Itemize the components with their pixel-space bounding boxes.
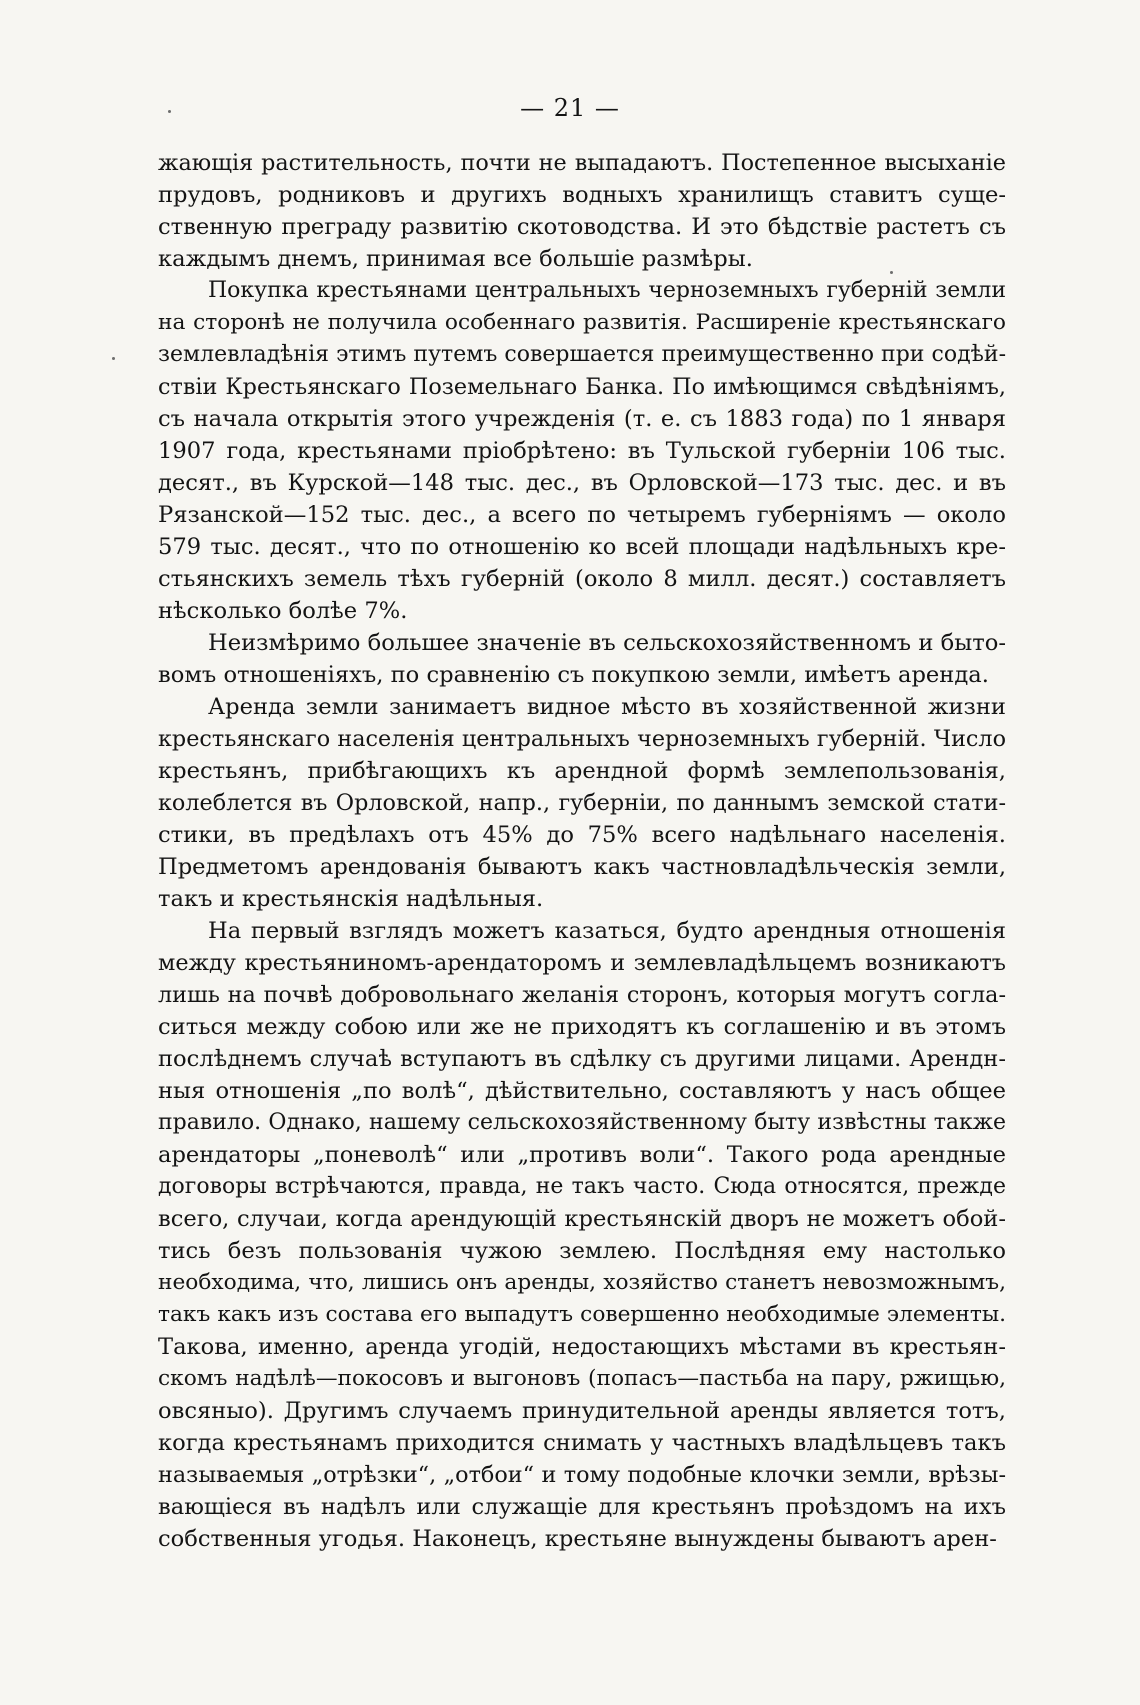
text-line: Покупка крестьянами центральныхъ черноземныхъ губерній земли [208, 278, 1006, 303]
text-line: стики, въ предѣлахъ отъ 45% до 75% всего надѣльнаго населенія. [158, 822, 1006, 848]
text-line: Такова, именно, аренда угодій, недостающихъ мѣстами въ крестьян- [158, 1334, 1006, 1360]
text-line: жающія растительность, почти не выпадаютъ. Постепенное высыханіе [158, 150, 1006, 176]
text-line: когда крестьянамъ приходится снимать у частныхъ владѣльцевъ такъ [158, 1430, 1006, 1456]
text-line: вающіеся въ надѣлъ или служащіе для крестьянъ проѣздомъ на ихъ [158, 1494, 1006, 1520]
body-text [158, 147, 1006, 1555]
text-line: крестьянскаго населенія центральныхъ черноземныхъ губерній. Число [158, 726, 1006, 752]
text-line: скомъ надѣлѣ—покосовъ и выгоновъ (попасъ—пастьба на пару, ржищью, [158, 1366, 1006, 1391]
text-line: 1907 года, крестьянами пріобрѣтено: въ Тульской губерніи 106 тыс. [158, 438, 1006, 464]
text-line: такъ и крестьянскія надѣльныя. [158, 886, 544, 912]
text-line: Рязанской—152 тыс. дес., а всего по четыремъ губерніямъ — около [158, 502, 1006, 528]
text-line: прудовъ, родниковъ и другихъ водныхъ хранилищъ ставитъ суще- [158, 182, 1006, 208]
text-line: землевладѣнія этимъ путемъ совершается преимущественно при содѣй- [158, 342, 1006, 367]
text-line: Предметомъ арендованія бываютъ какъ частновладѣльческія земли, [158, 854, 1006, 880]
text-line: договоры встрѣчаются, правда, не такъ часто. Сюда относятся, прежде [158, 1174, 1006, 1199]
paragraph [158, 691, 1006, 915]
text-line: ситься между собою или же не приходятъ къ соглашенію и въ этомъ [158, 1014, 1006, 1040]
paragraph [158, 627, 1006, 691]
text-line: 579 тыс. десят., что по отношенію ко всей площади надѣльныхъ кре- [158, 534, 1006, 560]
text-line: нѣсколько болѣе 7%. [158, 598, 408, 624]
text-line: лишь на почвѣ добровольнаго желанія сторонъ, которыя могутъ согла- [158, 982, 1006, 1008]
text-line: называемыя „отрѣзки“, „отбои“ и тому подобные клочки земли, врѣзы- [158, 1462, 1006, 1488]
paragraph [158, 915, 1006, 1555]
text-line: собственныя угодья. Наконецъ, крестьяне вынуждены бываютъ арен- [158, 1526, 997, 1552]
text-line: тись безъ пользованія чужою землею. Послѣдняя ему настолько [158, 1238, 1006, 1264]
text-line: необходима, что, лишись онъ аренды, хозяйство станетъ невозможнымъ, [158, 1270, 1006, 1295]
text-line: ныя отношенія „по волѣ“, дѣйствительно, составляютъ у насъ общее [158, 1078, 1006, 1104]
text-line: ственную преграду развитію скотоводства. И это бѣдствіе растетъ съ [158, 214, 1006, 240]
text-line: такъ какъ изъ состава его выпадутъ совершенно необходимые элементы. [158, 1302, 1006, 1327]
text-line: между крестьяниномъ-арендаторомъ и землевладѣльцемъ возникаютъ [158, 950, 1006, 976]
text-line: на сторонѣ не получила особеннаго развитія. Расширеніе крестьянскаго [158, 310, 1006, 335]
text-line: Аренда земли занимаетъ видное мѣсто въ хозяйственной жизни [208, 694, 1006, 720]
page-number: — 21 — [520, 94, 620, 122]
text-line: вомъ отношеніяхъ, по сравненію съ покупкою земли, имѣетъ аренда. [158, 662, 989, 688]
paragraph [158, 275, 1006, 627]
text-line: каждымъ днемъ, принимая все большіе размѣры. [158, 246, 753, 272]
text-line: На первый взглядъ можетъ казаться, будто арендныя отношенія [208, 918, 1006, 944]
text-line: десят., въ Курской—148 тыс. дес., въ Орловской—173 тыс. дес. и въ [158, 470, 1006, 496]
text-line: правило. Однако, нашему сельскохозяйственному быту извѣстны также [158, 1110, 1006, 1135]
text-line: ствіи Крестьянскаго Поземельнаго Банка. По имѣющимся свѣдѣніямъ, [158, 374, 1006, 400]
text-line: крестьянъ, прибѣгающихъ къ арендной формѣ землепользованія, [158, 758, 1006, 784]
text-line: арендаторы „поневолѣ“ или „противъ воли“. Такого рода арендные [158, 1142, 1006, 1168]
text-line: колеблется въ Орловской, напр., губерніи, по даннымъ земской стати- [158, 790, 1006, 816]
scan-speck [112, 357, 115, 360]
text-line: послѣднемъ случаѣ вступаютъ въ сдѣлку съ другими лицами. Арендн- [158, 1046, 1006, 1072]
text-line: Неизмѣримо большее значеніе въ сельскохозяйственномъ и быто- [208, 630, 1006, 656]
paragraph [158, 147, 1006, 275]
text-line: овсяныо). Другимъ случаемъ принудительной аренды является тотъ, [158, 1398, 1006, 1424]
text-line: стьянскихъ земель тѣхъ губерній (около 8 милл. десят.) составляетъ [158, 566, 1006, 592]
text-line: съ начала открытія этого учрежденія (т. е. съ 1883 года) по 1 января [158, 406, 1006, 432]
text-line: всего, случаи, когда арендующій крестьянскій дворъ не можетъ обой- [158, 1206, 1006, 1232]
